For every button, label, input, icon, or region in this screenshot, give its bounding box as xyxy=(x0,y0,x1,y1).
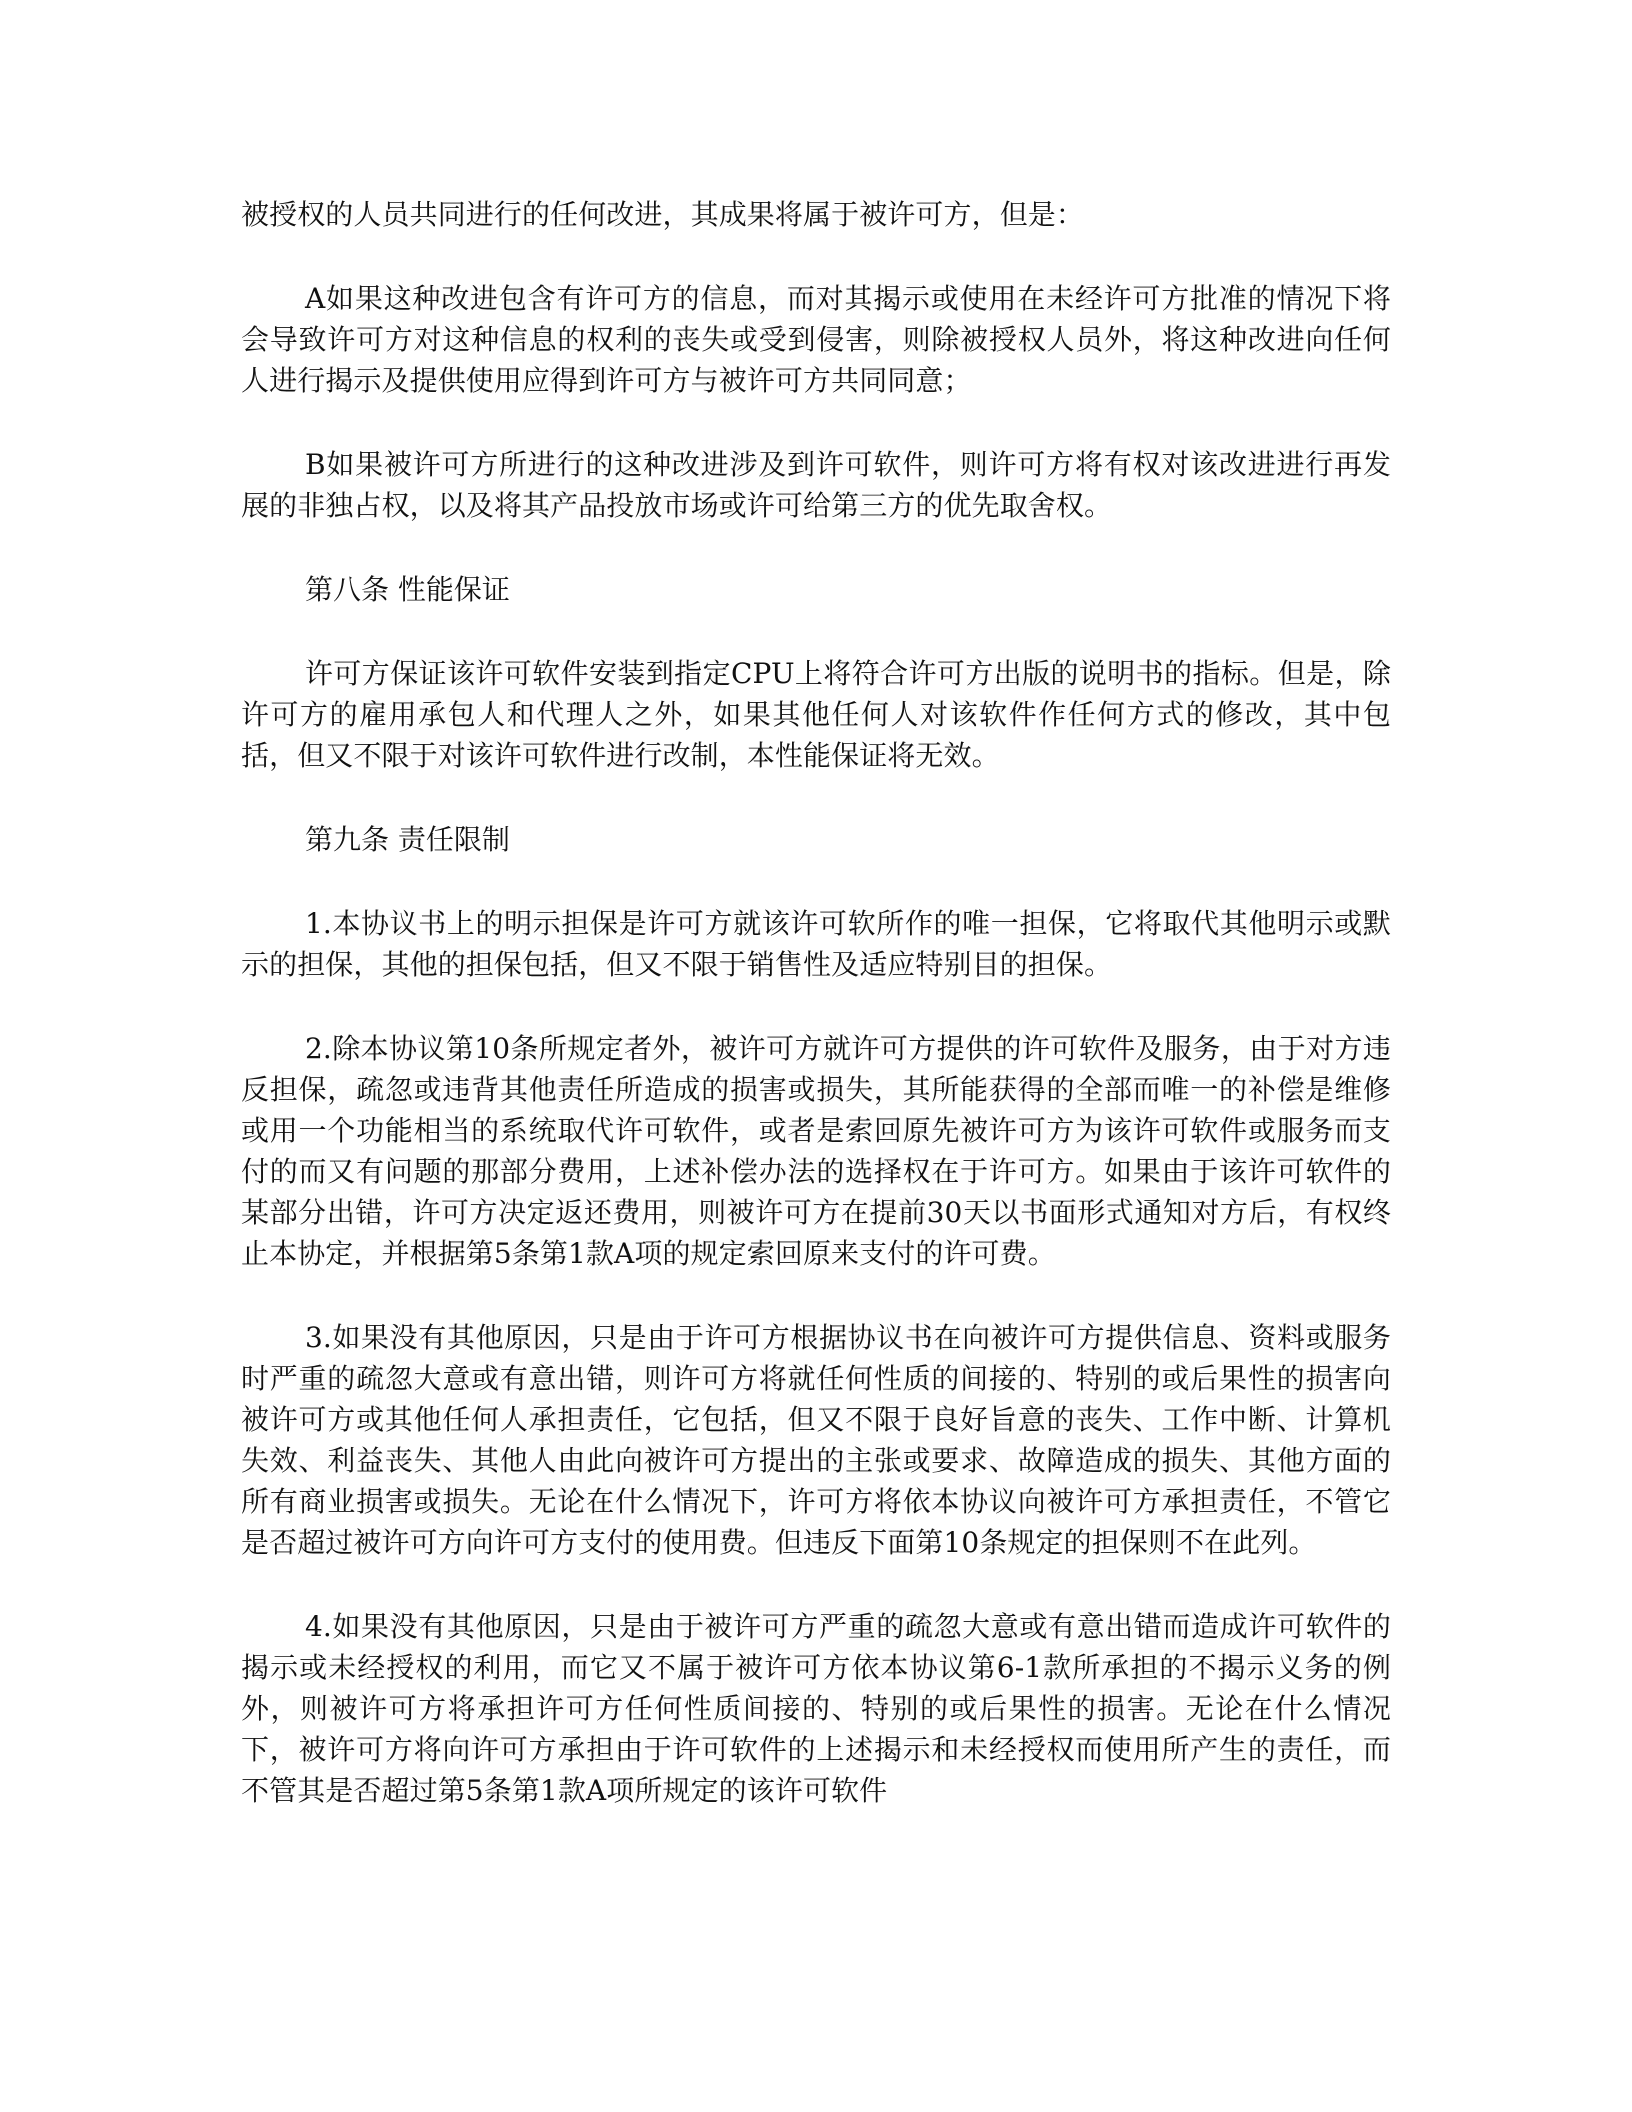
paragraph-item-1: 1.本协议书上的明示担保是许可方就该许可软所作的唯一担保，它将取代其他明示或默示的担保，其他的担保包括，但又不限于销售性及适应特别目的担保。 xyxy=(241,907,1391,981)
paragraph-clause-a: A如果这种改进包含有许可方的信息，而对其揭示或使用在未经许可方批准的情况下将会导致许可方对这种信息的权利的丧失或受到侵害，则除被授权人员外，将这种改进向任何人进行揭示及提供使用应得到许可方与被许可方共同同意； xyxy=(241,282,1391,397)
paragraph-item-4: 4.如果没有其他原因，只是由于被许可方严重的疏忽大意或有意出错而造成许可软件的揭示或未经授权的利用，而它又不属于被许可方依本协议第6-1款所承担的不揭示义务的例外，则被许可方将承担许可方任何性质间接的、特别的或后果性的损害。无论在什么情况下，被许可方将向许可方承担由于许可软件的上述揭示和未经授权而使用所产生的责任，而不管其是否超过第5条第1款A项所规定的该许可软件 xyxy=(241,1610,1391,1807)
section-heading-article-9: 第九条 责任限制 xyxy=(305,823,510,856)
paragraph-item-3: 3.如果没有其他原因，只是由于许可方根据协议书在向被许可方提供信息、资料或服务时严重的疏忽大意或有意出错，则许可方将就任何性质的间接的、特别的或后果性的损害向被许可方或其他任何人承担责任，它包括，但又不限于良好旨意的丧失、工作中断、计算机失效、利益丧失、其他人由此向被许可方提出的主张或要求、故障造成的损失、其他方面的所有商业损害或损失。无论在什么情况下，许可方将依本协议向被许可方承担责任，不管它是否超过被许可方向许可方支付的使用费。但违反下面第10条规定的担保则不在此列。 xyxy=(241,1321,1391,1559)
paragraph-continuation: 被授权的人员共同进行的任何改进，其成果将属于被许可方，但是： xyxy=(241,198,1085,231)
section-heading-article-8: 第八条 性能保证 xyxy=(305,573,510,606)
document-body xyxy=(241,194,1391,1854)
paragraph-item-2: 2.除本协议第10条所规定者外，被许可方就许可方提供的许可软件及服务，由于对方违反担保，疏忽或违背其他责任所造成的损害或损失，其所能获得的全部而唯一的补偿是维修或用一个功能相当的系统取代许可软件，或者是索回原先被许可方为该许可软件或服务而支付的而又有问题的那部分费用，上述补偿办法的选择权在于许可方。如果由于该许可软件的某部分出错，许可方决定返还费用，则被许可方在提前30天以书面形式通知对方后，有权终止本协定，并根据第5条第1款A项的规定索回原来支付的许可费。 xyxy=(241,1032,1391,1270)
paragraph-clause-b: B如果被许可方所进行的这种改进涉及到许可软件，则许可方将有权对该改进进行再发展的非独占权，以及将其产品投放市场或许可给第三方的优先取舍权。 xyxy=(241,448,1391,522)
paragraph-performance-warranty: 许可方保证该许可软件安装到指定CPU上将符合许可方出版的说明书的指标。但是，除许可方的雇用承包人和代理人之外，如果其他任何人对该软件作任何方式的修改，其中包括，但又不限于对该许可软件进行改制，本性能保证将无效。 xyxy=(241,657,1391,772)
